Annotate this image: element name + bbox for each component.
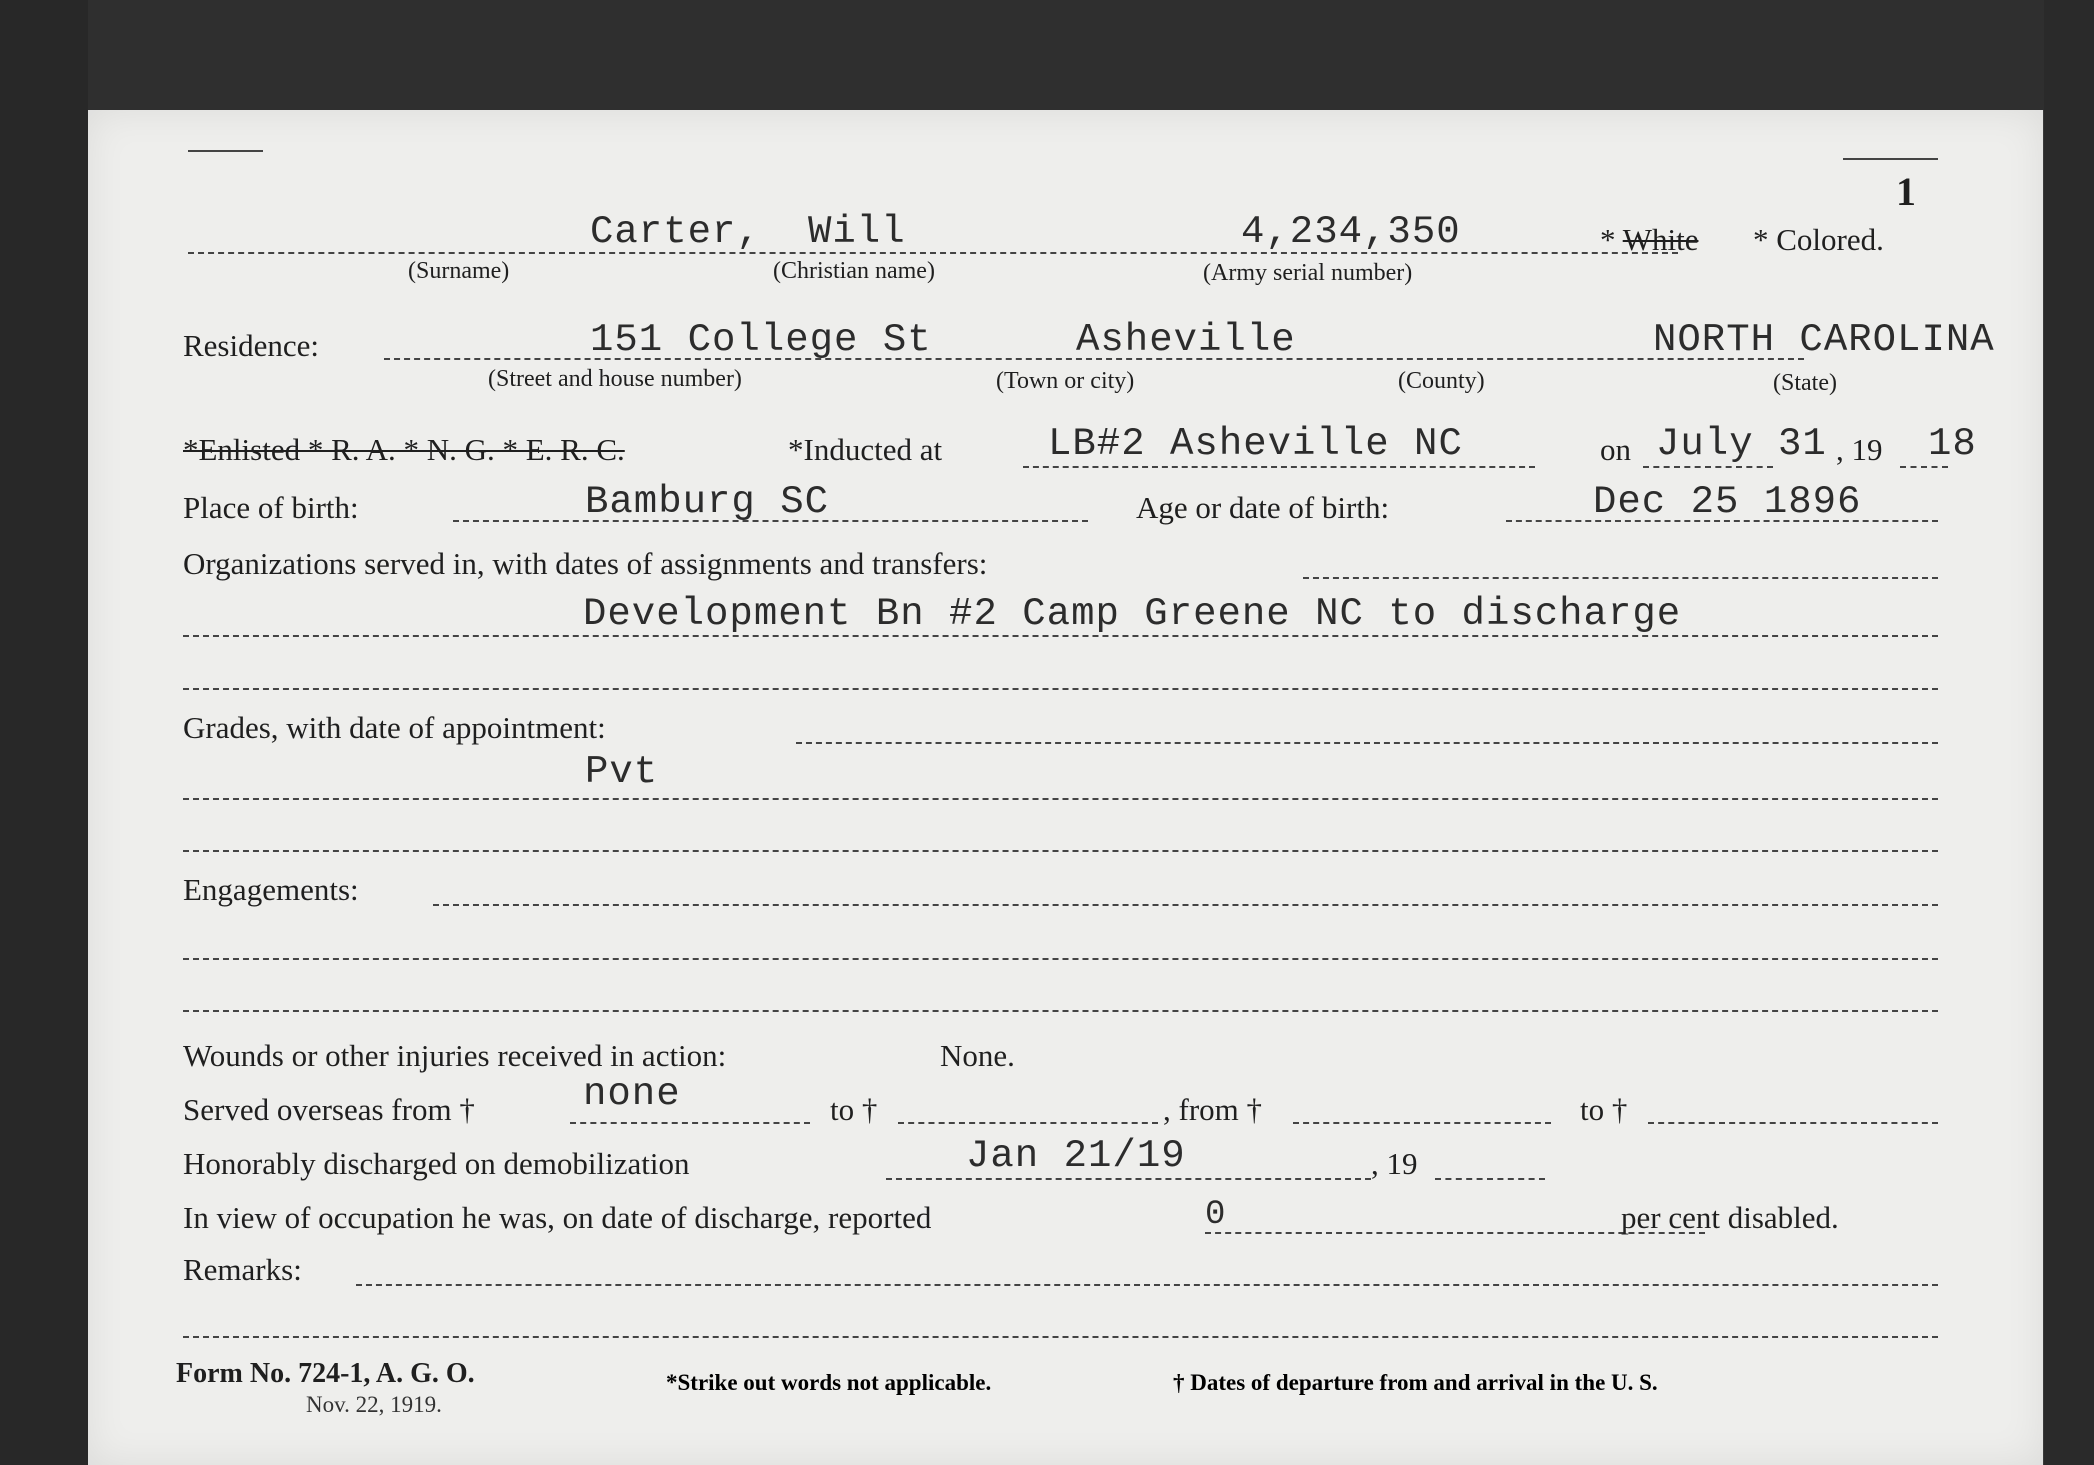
enlisted-options-struck: *Enlisted * R. A. * N. G. * E. R. C. (183, 432, 625, 467)
discharge-year-prefix: , 19 (1371, 1146, 1418, 1181)
street-value: 151 College St (590, 318, 932, 362)
scan-backdrop-left (0, 0, 88, 1465)
place-of-birth-value: Bamburg SC (585, 480, 830, 524)
overseas-to-line-2 (1648, 1122, 1938, 1124)
induction-date-line (1643, 466, 1773, 468)
colored-option: * Colored. (1753, 222, 1884, 257)
surname-value: Carter, (590, 210, 761, 254)
discharge-line (886, 1178, 1371, 1180)
town-caption: (Town or city) (996, 368, 1135, 394)
inducted-at-label: *Inducted at (788, 432, 943, 467)
surname-caption: (Surname) (408, 258, 510, 284)
grades-line-2 (183, 798, 1938, 800)
christian-name-caption: (Christian name) (773, 258, 935, 284)
overseas-to-label: to † (830, 1092, 878, 1127)
on-label: on (1600, 432, 1631, 467)
inducted-at-line (1023, 466, 1535, 468)
overseas-from-value: none (583, 1072, 681, 1116)
scan-backdrop-right (2044, 0, 2094, 1465)
remarks-label: Remarks: (183, 1252, 302, 1287)
organizations-line-3 (183, 688, 1938, 690)
disability-suffix: per cent disabled. (1621, 1200, 1839, 1235)
discharge-label: Honorably discharged on demobilization (183, 1146, 690, 1181)
form-date: Nov. 22, 1919. (306, 1392, 442, 1417)
discharge-value: Jan 21/19 (966, 1134, 1186, 1178)
dates-note: † Dates of departure from and arrival in the U. S. (1173, 1370, 1658, 1395)
age-label: Age or date of birth: (1136, 490, 1390, 525)
grades-label: Grades, with date of appointment: (183, 710, 606, 745)
card-number: 1 (1896, 169, 1916, 214)
army-serial-caption: (Army serial number) (1203, 260, 1413, 286)
discharge-year-line (1435, 1178, 1545, 1180)
organizations-line-1 (1303, 577, 1938, 579)
top-right-rule (1843, 158, 1938, 160)
induction-year-prefix: , 19 (1836, 432, 1883, 467)
disability-label: In view of occupation he was, on date of discharge, reported (183, 1200, 932, 1235)
organizations-value: Development Bn #2 Camp Greene NC to discharge (583, 592, 1682, 636)
state-caption: (State) (1773, 370, 1837, 396)
engagements-line-2 (183, 958, 1938, 960)
engagements-line-3 (183, 1010, 1938, 1012)
strike-note: *Strike out words not applicable. (666, 1370, 992, 1395)
engagements-line-1 (433, 904, 1938, 906)
street-caption: (Street and house number) (488, 366, 742, 392)
organizations-label: Organizations served in, with dates of assignments and transfers: (183, 546, 988, 581)
service-record-card (88, 110, 2043, 1465)
army-serial-value: 4,234,350 (1241, 210, 1461, 254)
form-number: Form No. 724-1, A. G. O. (176, 1358, 475, 1389)
age-value: Dec 25 1896 (1593, 480, 1862, 524)
town-value: Asheville (1076, 318, 1296, 362)
grades-line-1 (796, 742, 1938, 744)
overseas-to-line (898, 1122, 1158, 1124)
county-caption: (County) (1398, 368, 1485, 394)
white-option-text: White (1622, 222, 1699, 257)
place-of-birth-label: Place of birth: (183, 490, 359, 525)
remarks-line-1 (356, 1284, 1938, 1286)
christian-name-value: Will (808, 210, 906, 254)
top-left-rule (188, 150, 263, 152)
state-value: NORTH CAROLINA (1653, 318, 1995, 362)
overseas-from-line (570, 1122, 810, 1124)
wounds-label: Wounds or other injuries received in action: (183, 1038, 727, 1073)
overseas-to-label-2: to † (1580, 1092, 1628, 1127)
engagements-label: Engagements: (183, 872, 359, 907)
inducted-at-value: LB#2 Asheville NC (1048, 422, 1463, 466)
overseas-from-label-2: , from † (1163, 1092, 1263, 1127)
remarks-line-2 (183, 1336, 1938, 1338)
induction-year-value: 18 (1928, 422, 1977, 466)
induction-year-line (1900, 466, 1948, 468)
overseas-from-line-2 (1293, 1122, 1551, 1124)
overseas-from-label: Served overseas from † (183, 1092, 475, 1127)
residence-label: Residence: (183, 328, 320, 363)
disability-value: 0 (1205, 1196, 1227, 1234)
induction-date-value: July 31 (1656, 422, 1827, 466)
scan-backdrop-top (0, 0, 2094, 110)
wounds-value: None. (940, 1038, 1015, 1073)
white-option: * White (1600, 222, 1699, 257)
grades-value: Pvt (585, 750, 659, 794)
grades-line-3 (183, 850, 1938, 852)
